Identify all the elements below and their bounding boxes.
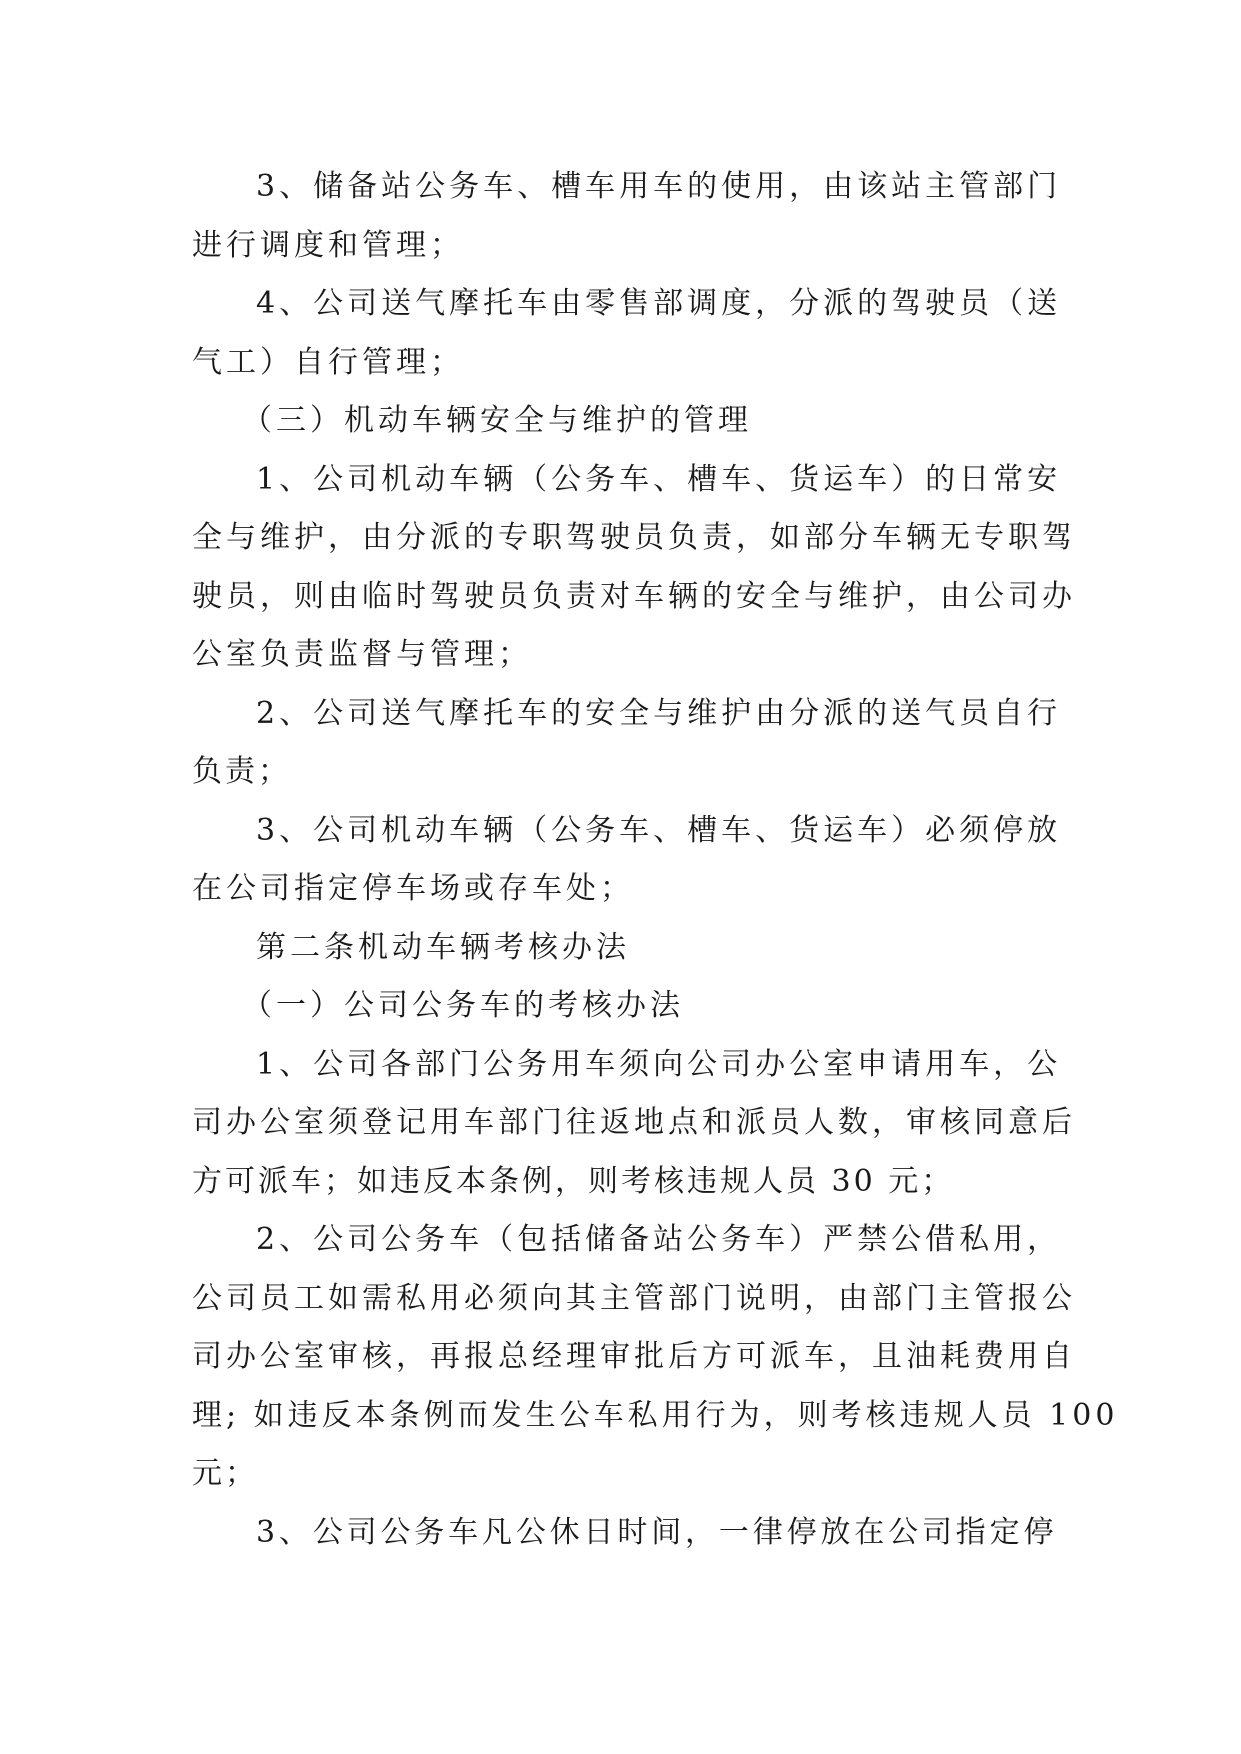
text-line: 在公司指定停车场或存车处； bbox=[192, 871, 634, 906]
text-line: 3、公司公务车凡公休日时间，一律停放在公司指定停 bbox=[256, 1514, 1054, 1550]
text-line: 方可派车；如违反本条例，则考核违规人员 30 元； bbox=[192, 1163, 955, 1199]
section-heading: （一）公司公务车的考核办法 bbox=[242, 988, 684, 1023]
text-line: 司办公室审核，再报总经理审批后方可派车，且油耗费用自 bbox=[192, 1339, 1076, 1374]
text-line: 3、储备站公务车、槽车用车的使用，由该站主管部门 bbox=[256, 169, 1062, 204]
section-heading: （三）机动车辆安全与维护的管理 bbox=[242, 403, 752, 438]
text-line: 司办公室须登记用车部门往返地点和派员人数，审核同意后 bbox=[192, 1105, 1076, 1140]
text-line: 2、公司公务车（包括储备站公务车）严禁公借私用， bbox=[256, 1222, 1062, 1257]
text-line: 理; 如违反本条例而发生公车私用行为，则考核违规人员 100 bbox=[192, 1397, 1119, 1433]
document-body bbox=[192, 158, 1119, 1562]
text-line: 全与维护，由分派的专职驾驶员负责，如部分车辆无专职驾 bbox=[192, 520, 1076, 555]
text-line: 公司员工如需私用必须向其主管部门说明，由部门主管报公 bbox=[192, 1280, 1076, 1316]
text-line: 进行调度和管理； bbox=[192, 227, 464, 263]
text-line: 公室负责监督与管理； bbox=[192, 637, 532, 672]
text-line: 2、公司送气摩托车的安全与维护由分派的送气员自行 bbox=[256, 695, 1062, 731]
text-line: 4、公司送气摩托车由零售部调度，分派的驾驶员（送 bbox=[256, 286, 1062, 321]
text-line: 负责； bbox=[192, 754, 291, 789]
text-line: 驶员，则由临时驾驶员负责对车辆的安全与维护，由公司办 bbox=[192, 578, 1076, 614]
text-line: 1、公司机动车辆（公务车、槽车、货运车）的日常安 bbox=[256, 461, 1062, 497]
article-heading: 第二条机动车辆考核办法 bbox=[256, 929, 630, 965]
text-line: 元； bbox=[192, 1456, 258, 1491]
text-line: 气工）自行管理； bbox=[192, 344, 464, 380]
text-line: 1、公司各部门公务用车须向公司办公室申请用车，公 bbox=[256, 1046, 1062, 1082]
text-line: 3、公司机动车辆（公务车、槽车、货运车）必须停放 bbox=[256, 812, 1062, 848]
